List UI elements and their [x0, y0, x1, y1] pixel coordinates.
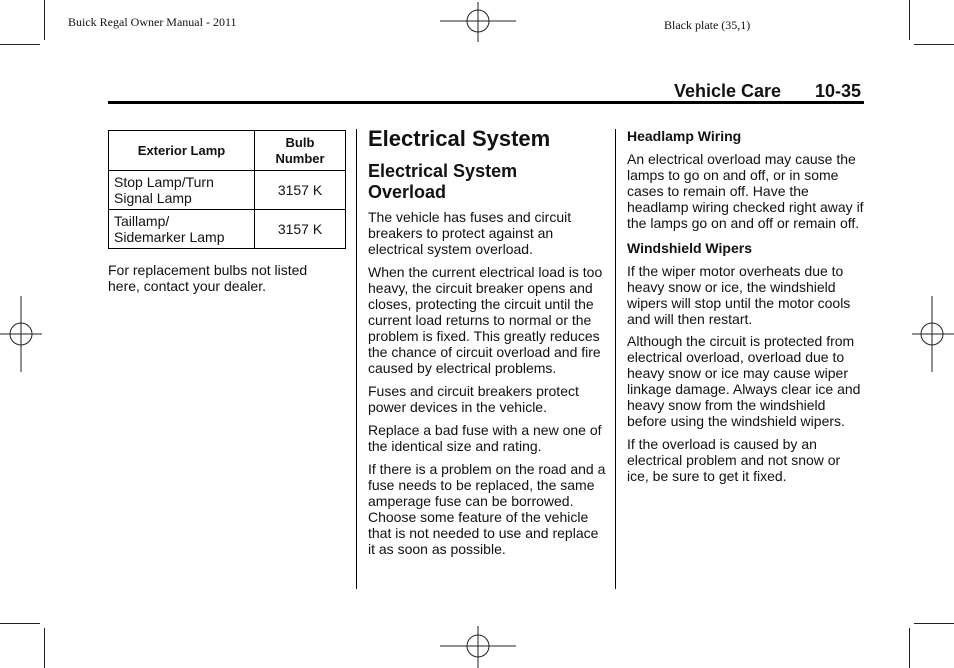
column-divider: [615, 129, 616, 589]
paragraph: Fuses and circuit breakers protect power devices in the vehicle.: [368, 383, 579, 415]
section-subtitle: Electrical System Overload: [368, 161, 518, 202]
headlamp-wiring-heading: Headlamp Wiring: [627, 128, 742, 144]
right-column: [627, 128, 865, 484]
registration-mark-icon: [440, 626, 516, 668]
crop-mark: [44, 628, 45, 668]
header-rule: [108, 101, 864, 104]
paragraph: If the wiper motor overheats due to heavy snow or ice, the windshield wipers will stop until the motor cools and will then restart.: [627, 263, 851, 327]
crop-mark: [914, 44, 954, 45]
registration-mark-icon: [440, 2, 516, 42]
lamp-name-line: Sidemarker Lamp: [114, 229, 225, 245]
paragraph: An electrical overload may cause the lamps to go on and off, or in some cases to remain off. Have the headlamp wiring checked right away if the lamps go on and off or remain off.: [627, 151, 864, 231]
bulb-table: [108, 130, 346, 249]
column-header-exterior-lamp: Exterior Lamp: [109, 131, 255, 171]
column-header-bulb-number: Bulb Number: [255, 131, 346, 171]
page-number: 10-35: [815, 81, 862, 101]
bulb-number-cell: 3157 K: [255, 210, 346, 249]
lamp-name-line: Taillamp/: [114, 213, 170, 229]
section-title: Electrical System: [368, 126, 551, 151]
table-row: [109, 171, 346, 210]
crop-mark: [909, 0, 910, 40]
section-header: Vehicle Care: [674, 81, 782, 101]
crop-mark: [0, 44, 40, 45]
paragraph: If there is a problem on the road and a fuse needs to be replaced, the same amperage fuse can be borrowed. Choose some feature of the vehicle that is not needed to use and replace it as soon as possible.: [368, 461, 606, 557]
crop-mark: [914, 623, 954, 624]
paragraph: The vehicle has fuses and circuit breakers to protect against an electrical system overload.: [368, 209, 572, 257]
crop-mark: [909, 628, 910, 668]
crop-mark: [44, 0, 45, 40]
registration-mark-icon: [0, 296, 42, 372]
table-header-row: [109, 131, 346, 171]
paragraph: Although the circuit is protected from electrical overload, overload due to heavy snow or ice may cause wiper linkage damage. Always clear ice and heavy snow from the windshield before using the windshield wipers.: [627, 333, 861, 429]
lamp-name-line: Signal Lamp: [114, 190, 192, 206]
lamp-name-line: Stop Lamp/Turn: [114, 174, 214, 190]
windshield-wipers-heading: Windshield Wipers: [627, 240, 752, 256]
paragraph: When the current electrical load is too heavy, the circuit breaker opens and closes, protecting the circuit until the current load returns to normal or the problem is fixed. This greatly reduces the chance of circuit overload and fire caused by electrical problems.: [368, 264, 603, 376]
paragraph: Replace a bad fuse with a new one of the identical size and rating.: [368, 422, 602, 454]
registration-mark-icon: [912, 296, 954, 372]
electrical-system-section: [368, 126, 608, 557]
manual-title: Buick Regal Owner Manual - 2011: [68, 15, 237, 29]
bulb-number-cell: 3157 K: [255, 171, 346, 210]
plate-label: Black plate (35,1): [664, 18, 751, 32]
table-note: For replacement bulbs not listed here, contact your dealer.: [108, 262, 308, 294]
lamp-cell: [109, 171, 255, 210]
table-row: [109, 210, 346, 249]
lamp-cell: [109, 210, 255, 249]
column-divider: [356, 129, 357, 589]
crop-mark: [0, 623, 40, 624]
paragraph: If the overload is caused by an electrical problem and not snow or ice, be sure to get it fixed.: [627, 436, 841, 484]
